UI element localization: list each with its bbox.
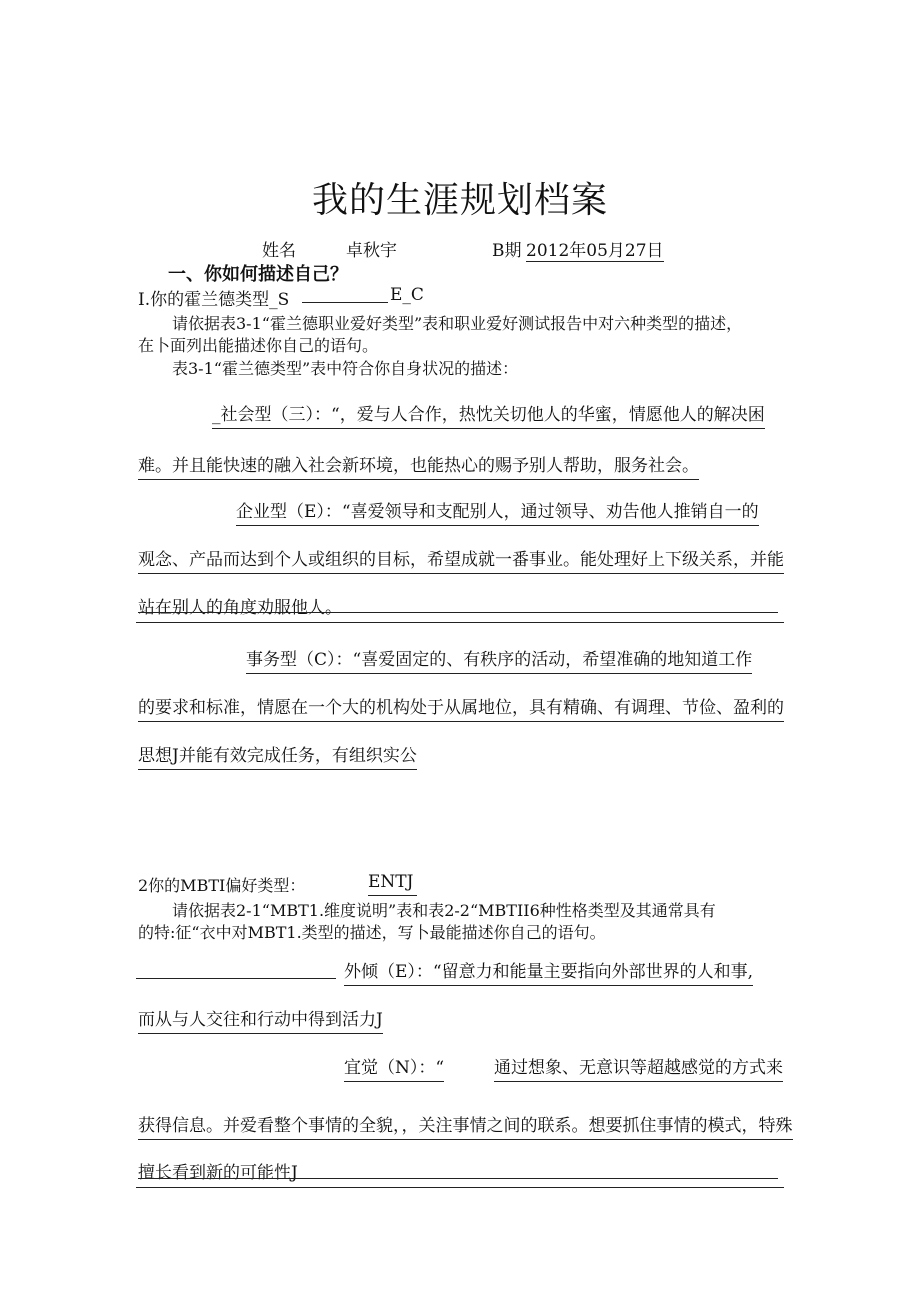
holland-type-blank [302, 302, 388, 303]
intuition-line-1-text: 通过想象、无意识等超越感觉的方式来 [494, 1053, 783, 1082]
section-heading: 一、你如何描述自己？ [168, 264, 348, 285]
mbti-instruction-2: 的特:征“衣中对MBT1.类型的描述，写卜最能描述你自己的语句。 [138, 923, 606, 942]
answer-rule [138, 1178, 778, 1179]
conventional-type-line-2: 的要求和标准，情愿在一个大的机构处于从属地位，具有精确、有调理、节俭、盈利的 [138, 693, 784, 722]
holland-type-label: I.你的霍兰德类型_S [138, 290, 290, 310]
social-type-line-1: _社会型（三）：“，爱与人合作，热忱关切他人的华蜜，情愿他人的解决困 [212, 400, 765, 429]
date-value: 2012年05月27日 [526, 236, 664, 262]
mbti-instruction-1: 请依据表2-1“MBT1.维度说明”表和表2-2“MBTII6种性格类型及其通常具有 [172, 901, 716, 920]
enterprising-type-line-1: 企业型（E）：“喜爱领导和支配别人，通过领导、劝告他人推销自一的 [236, 497, 759, 526]
holland-instruction-1: 请依据表3-1“霍兰德职业爱好类型”表和职业爱好测试报告中对六种类型的描述， [172, 314, 743, 333]
name-value: 卓秋宇 [346, 241, 397, 261]
answer-rule [136, 622, 784, 623]
extraversion-line-2: 而从与人交往和行动中得到活力J [138, 1005, 383, 1034]
mbti-type-label: 2你的MBTI偏好类型： [138, 876, 306, 895]
conventional-type-line-3: 思想J并能有效完成任务，有组织实公 [138, 741, 417, 770]
date-label: B期 [492, 241, 522, 261]
answer-rule [136, 1187, 784, 1188]
intuition-line-3: 擅长看到新的可能性J [138, 1163, 298, 1183]
holland-instruction-2: 在卜面列出能描述你自己的语句。 [138, 336, 379, 355]
intuition-line-1-label: 宜觉（N）：“ [344, 1053, 444, 1082]
extraversion-line-1: 外倾（E）：“留意力和能量主要指向外部世界的人和事, [344, 957, 753, 986]
mbti-type-value: ENTJ [368, 872, 417, 896]
intuition-line-2: 获得信息。并爱看整个事情的全貌，，关注事情之间的联系。想要抓住事情的模式，特殊 [138, 1111, 793, 1140]
enterprising-type-line-3: 站在别人的角度劝服他人。 [138, 598, 342, 618]
holland-type-tail: E_C [390, 285, 424, 305]
answer-rule [138, 612, 778, 613]
answer-rule [136, 978, 336, 979]
page-title: 我的生涯规划档案 [311, 180, 608, 221]
enterprising-type-line-2: 观念、产品而达到个人或组织的目标，希望成就一番事业。能处理好上下级关系，并能 [138, 545, 784, 574]
conventional-type-line-1: 事务型（C）：“喜爱固定的、有秩序的活动，希望准确的地知道工作 [246, 645, 752, 674]
social-type-line-2: 难。并且能快速的融入社会新环境，也能热心的赐予别人帮助，服务社会。 [138, 451, 699, 480]
holland-table-ref: 表3-1“霍兰德类型”表中符合你自身状况的描述： [172, 359, 519, 378]
name-label: 姓名 [262, 241, 296, 261]
